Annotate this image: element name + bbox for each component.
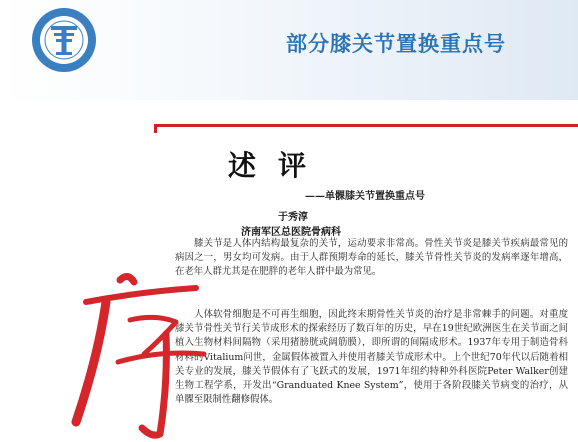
article-paragraph-1: 膝关节是人体内结构最复杂的关节，运动要求非常高。骨性关节炎是膝关节疾病最常见的病因之一，男女均可发病。由于人群预期寿命的延长，膝关节骨性关节炎的发病率逐年增高，在老年人群尤其是在肥胖的老年人群中最为常见。 (175, 238, 568, 278)
calligraphy-xu-decoration (68, 262, 218, 442)
header-divider (154, 124, 578, 127)
article-title: 述评 (228, 149, 329, 182)
header-divider-tick (154, 124, 157, 133)
hospital-logo-icon (30, 6, 98, 74)
page-header-title: 部分膝关节置换重点号 (286, 32, 506, 56)
article-paragraph-2: 人体软骨细胞是不可再生细胞，因此终末期骨性关节炎的治疗是非常棘手的问题。对重度膝关节骨性关节行关节成形术的探索经历了数百年的历史，早在19世纪欧洲医生在关节面之间植入生物材料间隔物（采用猪膀胱或阔筋膜），即所谓的间隔成形术。1937年专用于制造骨科材料的Vitalium问世，金属假体被置入并使用者膝关节成形术中。上个世纪70年代以后随着相关专业的发展，膝关节假体有了飞跃式的发展，1971年纽约特种外科医院Peter Walker创建生物工程学系，开发出“Granduated Knee System”，使用于各阶段膝关节病变的治疗，从单髁至限制性翻修假体。 (175, 309, 568, 406)
article-subtitle: ——单髁膝关节置换重点号 (305, 191, 425, 202)
author-affiliation: 济南军区总医院骨病科 (241, 227, 341, 238)
article-author: 于秀淳 (278, 212, 308, 223)
